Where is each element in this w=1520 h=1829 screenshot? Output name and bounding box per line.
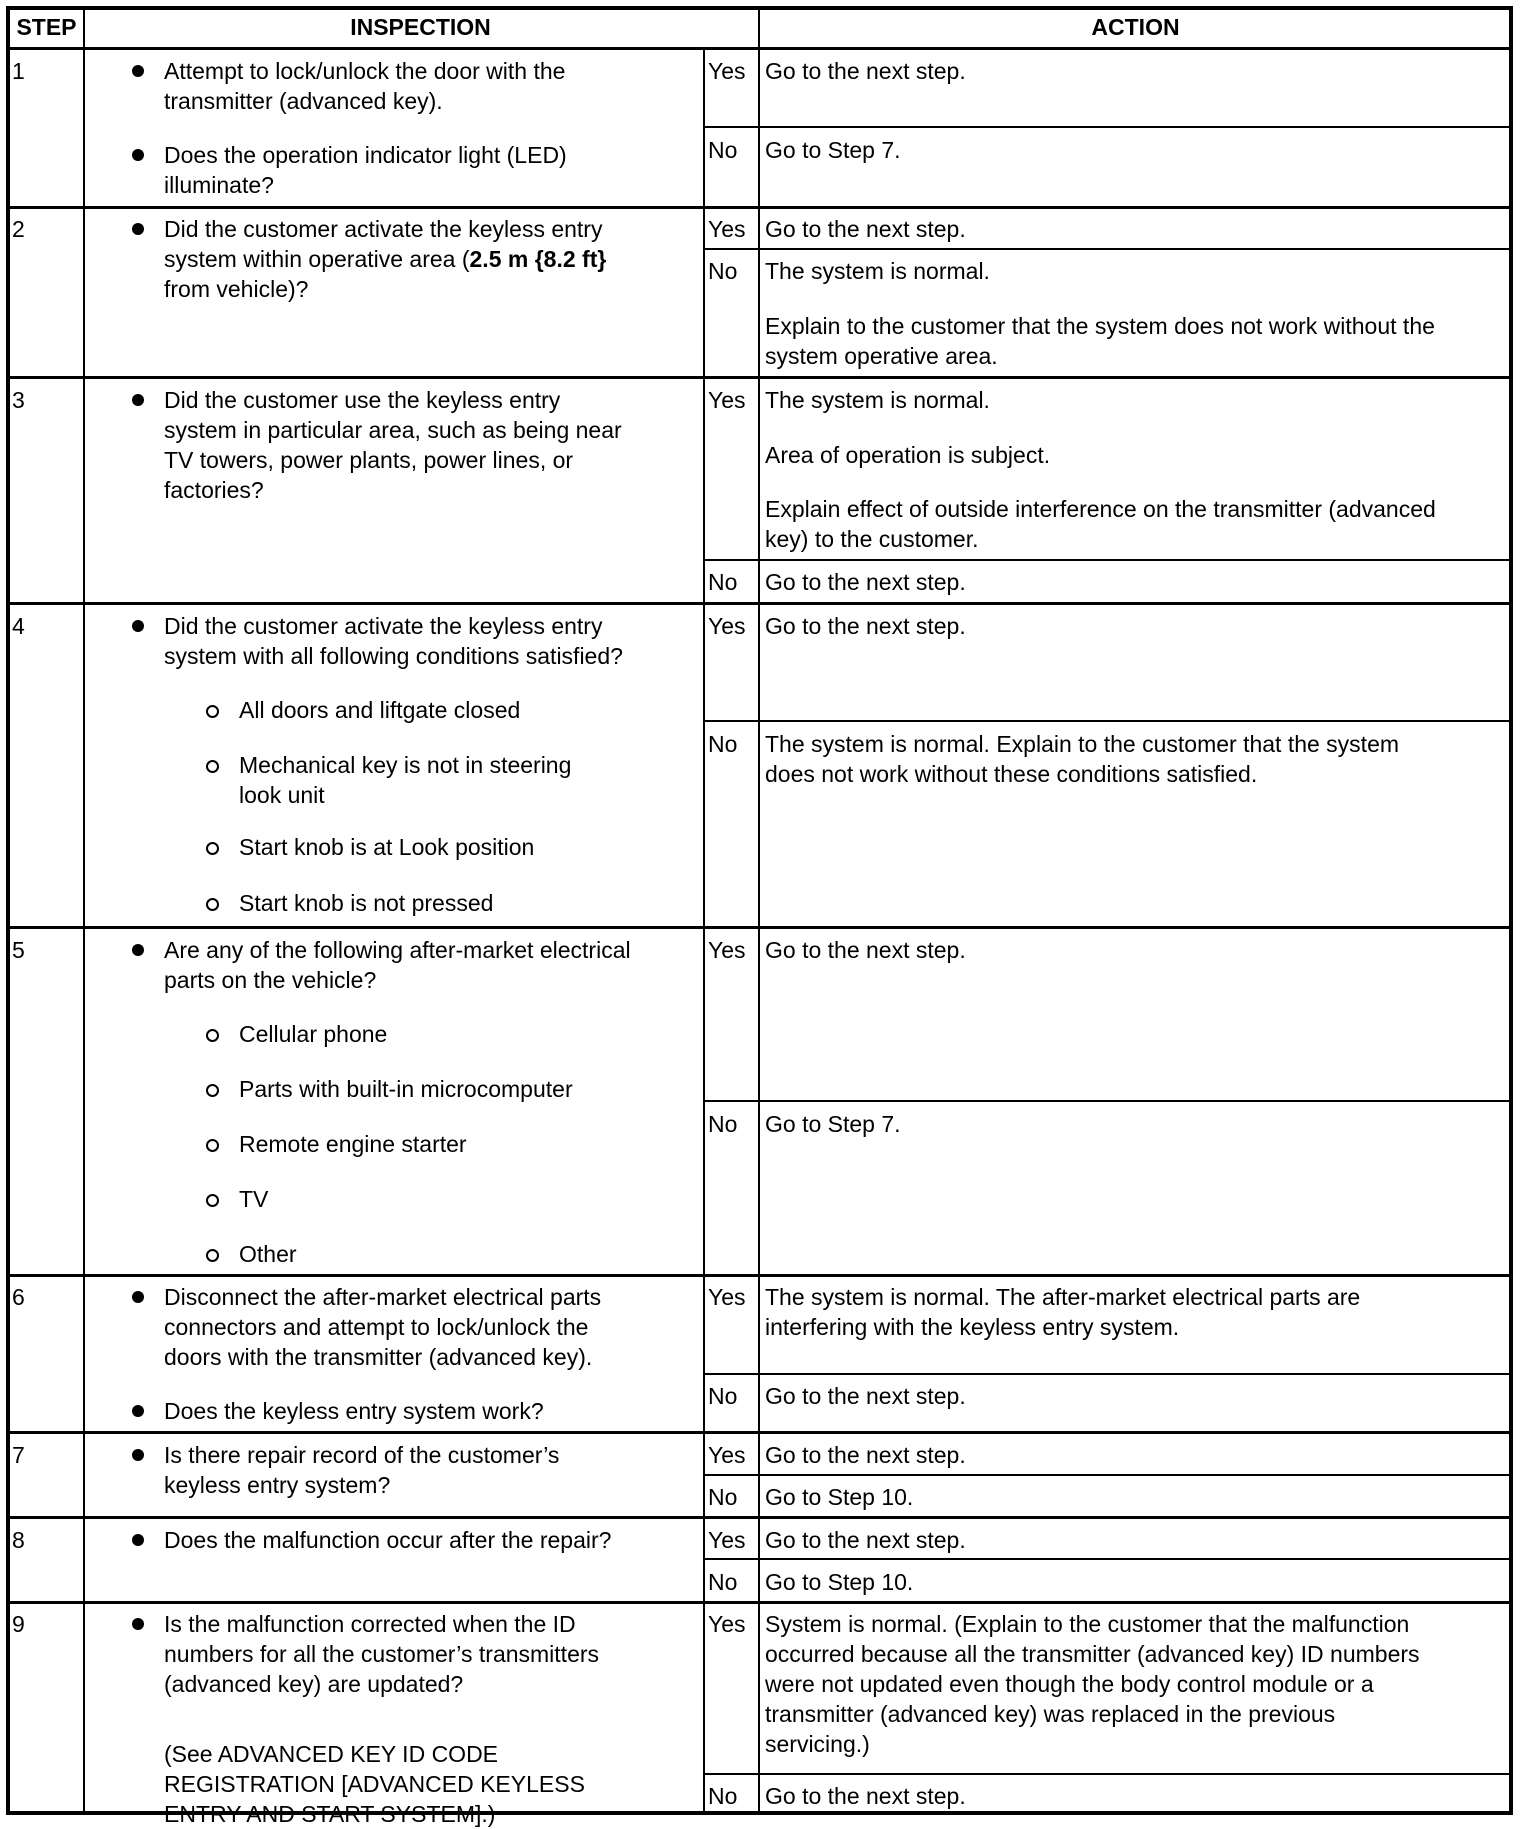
inspection-sub-item: Mechanical key is not in steering [239, 752, 572, 778]
inspection-text: Disconnect the after-market electrical parts [164, 1284, 602, 1310]
no-action-text: Go to Step 10. [765, 1484, 914, 1510]
no-action-text: system operative area. [765, 343, 998, 369]
no-action-text: Go to Step 7. [765, 1111, 901, 1137]
no-action-text: The system is normal. Explain to the customer that the system [765, 731, 1400, 757]
yes-label: Yes [708, 216, 746, 242]
bullet-icon [132, 1449, 144, 1461]
inspection-text: Does the operation indicator light (LED) [164, 142, 567, 168]
yes-label: Yes [708, 937, 746, 963]
no-label: No [708, 1569, 738, 1595]
step-number: 3 [12, 387, 25, 413]
inspection-text: Did the customer activate the keyless entry [164, 216, 603, 242]
header-inspection: INSPECTION [350, 14, 491, 40]
inspection-text: system within operative area (2.5 m {8.2 ft} [164, 246, 607, 272]
step-number: 8 [12, 1527, 25, 1553]
step-number: 7 [12, 1442, 25, 1468]
inspection-text: parts on the vehicle? [164, 967, 377, 993]
bullet-icon [132, 223, 144, 235]
inspection-sub-item: Cellular phone [239, 1021, 388, 1047]
no-label: No [708, 1484, 738, 1510]
yes-action-text: interfering with the keyless entry system. [765, 1314, 1180, 1340]
bullet-icon [132, 149, 144, 161]
header-step: STEP [16, 14, 77, 40]
sub-bullet-icon [206, 898, 219, 911]
sub-bullet-icon [206, 1194, 219, 1207]
operative-distance: 2.5 m {8.2 ft} [469, 246, 607, 272]
step-number: 5 [12, 937, 25, 963]
no-label: No [708, 731, 738, 757]
no-label: No [708, 1383, 738, 1409]
bullet-icon [132, 394, 144, 406]
inspection-text: factories? [164, 477, 264, 503]
no-label: No [708, 137, 738, 163]
yes-action-text: transmitter (advanced key) was replaced in the previous [765, 1701, 1336, 1727]
inspection-text: system with all following conditions satisfied? [164, 643, 623, 669]
bullet-icon [132, 65, 144, 77]
inspection-text: Is the malfunction corrected when the ID [164, 1611, 576, 1637]
yes-action-text: Go to the next step. [765, 216, 966, 242]
yes-action-text: Go to the next step. [765, 58, 966, 84]
yes-no-divider [703, 1773, 1513, 1775]
yes-no-divider [703, 1373, 1513, 1375]
yes-action-text: Explain effect of outside interference on the transmitter (advanced [765, 496, 1436, 522]
no-action-text: Go to the next step. [765, 1383, 966, 1409]
bullet-icon [132, 1618, 144, 1630]
inspection-text: Does the malfunction occur after the repair? [164, 1527, 612, 1553]
sub-bullet-icon [206, 705, 219, 718]
column-divider-inspection [758, 6, 760, 1815]
inspection-sub-item: Start knob is not pressed [239, 890, 494, 916]
no-action-text: Go to Step 7. [765, 137, 901, 163]
yes-action-text: servicing.) [765, 1731, 870, 1757]
yes-action-text: Go to the next step. [765, 1442, 966, 1468]
yes-no-divider [703, 126, 1513, 128]
sub-bullet-icon [206, 1029, 219, 1042]
inspection-text: Is there repair record of the customer’s [164, 1442, 560, 1468]
yes-action-text: System is normal. (Explain to the customer that the malfunction [765, 1611, 1410, 1637]
inspection-text: doors with the transmitter (advanced key). [164, 1344, 593, 1370]
yes-action-text: Area of operation is subject. [765, 442, 1051, 468]
inspection-text: connectors and attempt to lock/unlock the [164, 1314, 589, 1340]
yes-action-text: Go to the next step. [765, 937, 966, 963]
inspection-text: Attempt to lock/unlock the door with the [164, 58, 566, 84]
bullet-icon [132, 1534, 144, 1546]
inspection-text: (advanced key) are updated? [164, 1671, 464, 1697]
header-action: ACTION [1091, 14, 1180, 40]
inspection-text: illuminate? [164, 172, 274, 198]
yes-no-divider [703, 559, 1513, 561]
step-number: 1 [12, 58, 25, 84]
sub-bullet-icon [206, 1249, 219, 1262]
yes-no-divider [703, 720, 1513, 722]
inspection-text: keyless entry system? [164, 1472, 391, 1498]
yes-label: Yes [708, 1611, 746, 1637]
yes-action-text: occurred because all the transmitter (advanced key) ID numbers [765, 1641, 1420, 1667]
sub-bullet-icon [206, 760, 219, 773]
bullet-icon [132, 620, 144, 632]
yes-action-text: were not updated even though the body control module or a [765, 1671, 1374, 1697]
yes-label: Yes [708, 1284, 746, 1310]
no-action-text: Explain to the customer that the system does not work without the [765, 313, 1435, 339]
inspection-text: TV towers, power plants, power lines, or [164, 447, 574, 473]
yes-action-text: The system is normal. [765, 387, 990, 413]
yes-no-divider [703, 1100, 1513, 1102]
yes-label: Yes [708, 58, 746, 84]
inspection-note: ENTRY AND START SYSTEM].) [164, 1801, 496, 1827]
inspection-sub-item: Start knob is at Look position [239, 834, 535, 860]
inspection-text: Did the customer activate the keyless entry [164, 613, 603, 639]
inspection-sub-item: Other [239, 1241, 297, 1267]
no-action-text: does not work without these conditions satisfied. [765, 761, 1258, 787]
inspection-sub-item: Parts with built-in microcomputer [239, 1076, 573, 1102]
yes-action-text: key) to the customer. [765, 526, 979, 552]
inspection-text: from vehicle)? [164, 276, 309, 302]
yes-action-text: Go to the next step. [765, 1527, 966, 1553]
no-label: No [708, 1783, 738, 1809]
no-label: No [708, 569, 738, 595]
inspection-text: Did the customer use the keyless entry [164, 387, 561, 413]
sub-bullet-icon [206, 842, 219, 855]
yes-no-divider [703, 1558, 1513, 1560]
sub-bullet-icon [206, 1139, 219, 1152]
yes-label: Yes [708, 613, 746, 639]
inspection-sub-item: All doors and liftgate closed [239, 697, 521, 723]
inspection-text: system in particular area, such as being near [164, 417, 622, 443]
no-action-text: Go to the next step. [765, 1783, 966, 1809]
column-divider-step [83, 6, 85, 1815]
inspection-sub-item: Remote engine starter [239, 1131, 467, 1157]
sub-bullet-icon [206, 1084, 219, 1097]
step-number: 4 [12, 613, 25, 639]
inspection-sub-item: TV [239, 1186, 269, 1212]
inspection-note: (See ADVANCED KEY ID CODE [164, 1741, 499, 1767]
yes-action-text: The system is normal. The after-market electrical parts are [765, 1284, 1361, 1310]
yes-action-text: Go to the next step. [765, 613, 966, 639]
step-number: 9 [12, 1611, 25, 1637]
yes-no-divider [703, 248, 1513, 250]
bullet-icon [132, 1291, 144, 1303]
yes-label: Yes [708, 1442, 746, 1468]
step-number: 6 [12, 1284, 25, 1310]
yes-label: Yes [708, 1527, 746, 1553]
inspection-text: Are any of the following after-market electrical [164, 937, 631, 963]
yes-no-divider [703, 1474, 1513, 1476]
no-action-text: The system is normal. [765, 258, 990, 284]
inspection-text: Does the keyless entry system work? [164, 1398, 544, 1424]
bullet-icon [132, 1405, 144, 1417]
inspection-text: transmitter (advanced key). [164, 88, 443, 114]
step-number: 2 [12, 216, 25, 242]
inspection-sub-item: look unit [239, 782, 325, 808]
yes-label: Yes [708, 387, 746, 413]
no-action-text: Go to Step 10. [765, 1569, 914, 1595]
column-divider-yesno [703, 48, 705, 1815]
inspection-note: REGISTRATION [ADVANCED KEYLESS [164, 1771, 585, 1797]
inspection-text: numbers for all the customer’s transmitters [164, 1641, 600, 1667]
no-action-text: Go to the next step. [765, 569, 966, 595]
no-label: No [708, 1111, 738, 1137]
bullet-icon [132, 944, 144, 956]
no-label: No [708, 258, 738, 284]
